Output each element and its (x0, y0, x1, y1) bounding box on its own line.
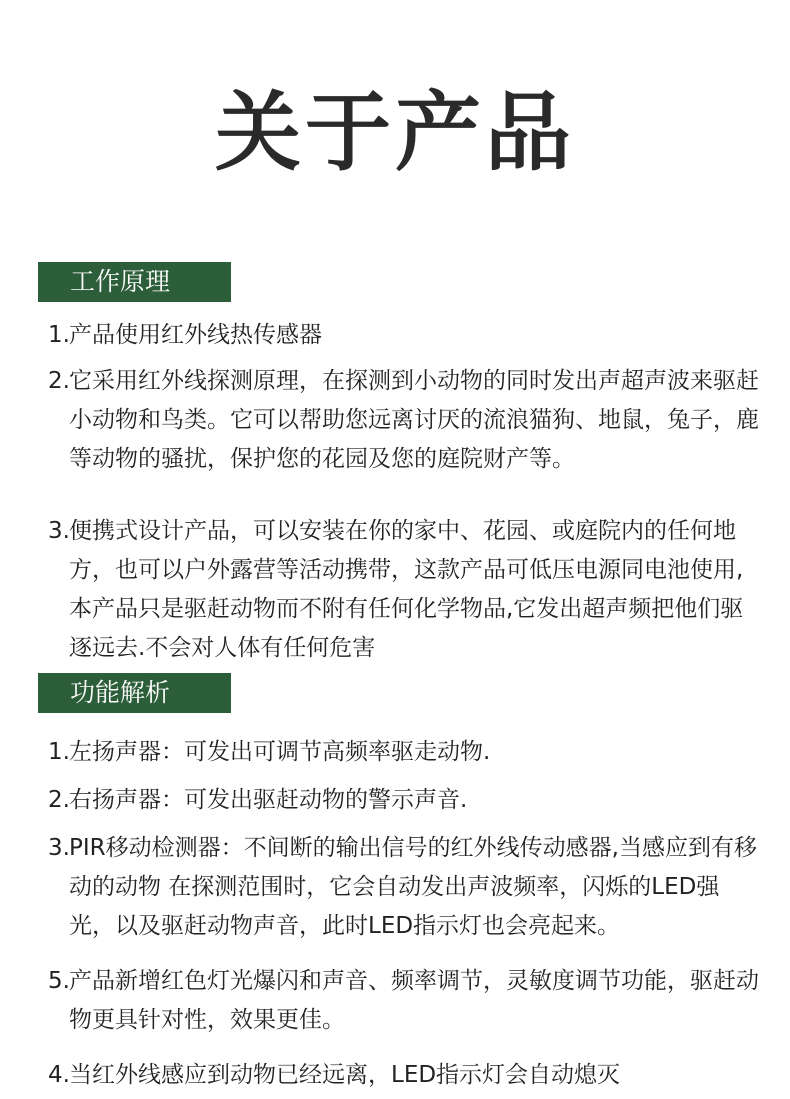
item-number: 1. (48, 739, 70, 765)
item-number: 3. (48, 835, 70, 861)
list-item (48, 362, 760, 479)
item-text: 当红外线感应到动物已经远离，LED指示灯会自动熄灭 (69, 1062, 621, 1088)
item-text: 它采用红外线探测原理，在探测到小动物的同时发出声超声波来驱赶小动物和鸟类。它可以帮助您远离讨厌的流浪猫狗、地鼠，兔子，鹿等动物的骚扰，保护您的花园及您的庭院财产等。 (69, 368, 759, 472)
item-text: 产品新增红色灯光爆闪和声音、频率调节，灵敏度调节功能，驱赶动物更具针对性，效果更佳。 (69, 968, 759, 1033)
list-item (48, 1056, 760, 1095)
item-number: 5. (48, 968, 70, 994)
item-number: 2. (48, 787, 70, 813)
section-heading-working-principle: 工作原理 (38, 262, 231, 302)
item-number: 2. (48, 368, 70, 394)
list-item (48, 733, 760, 772)
item-number: 3. (48, 518, 70, 544)
item-text: 左扬声器：可发出可调节高频率驱走动物. (69, 739, 491, 765)
list-item (48, 512, 760, 668)
item-text: 产品使用红外线热传感器 (69, 322, 322, 348)
item-text: 便携式设计产品，可以安装在你的家中、花园、或庭院内的任何地方，也可以户外露营等活动携带，这款产品可低压电源同电池使用,本产品只是驱赶动物而不附有任何化学物品,它发出超声频把他们驱逐远去.不会对人体有任何危害 (69, 518, 744, 661)
list-item (48, 781, 760, 820)
list-item (48, 829, 760, 946)
page-title: 关于产品 (215, 83, 575, 183)
list-item (48, 316, 760, 355)
section-heading-function-analysis: 功能解析 (38, 673, 231, 713)
item-text: PIR移动检测器：不间断的输出信号的红外线传动感器,当感应到有移动的动物 在探测范围时，它会自动发出声波频率，闪烁的LED强光，以及驱赶动物声音，此时LED指示灯也会亮起来。 (69, 835, 757, 939)
item-number: 4. (48, 1062, 70, 1088)
item-number: 1. (48, 322, 70, 348)
list-item (48, 962, 760, 1040)
item-text: 右扬声器：可发出驱赶动物的警示声音. (69, 787, 468, 813)
